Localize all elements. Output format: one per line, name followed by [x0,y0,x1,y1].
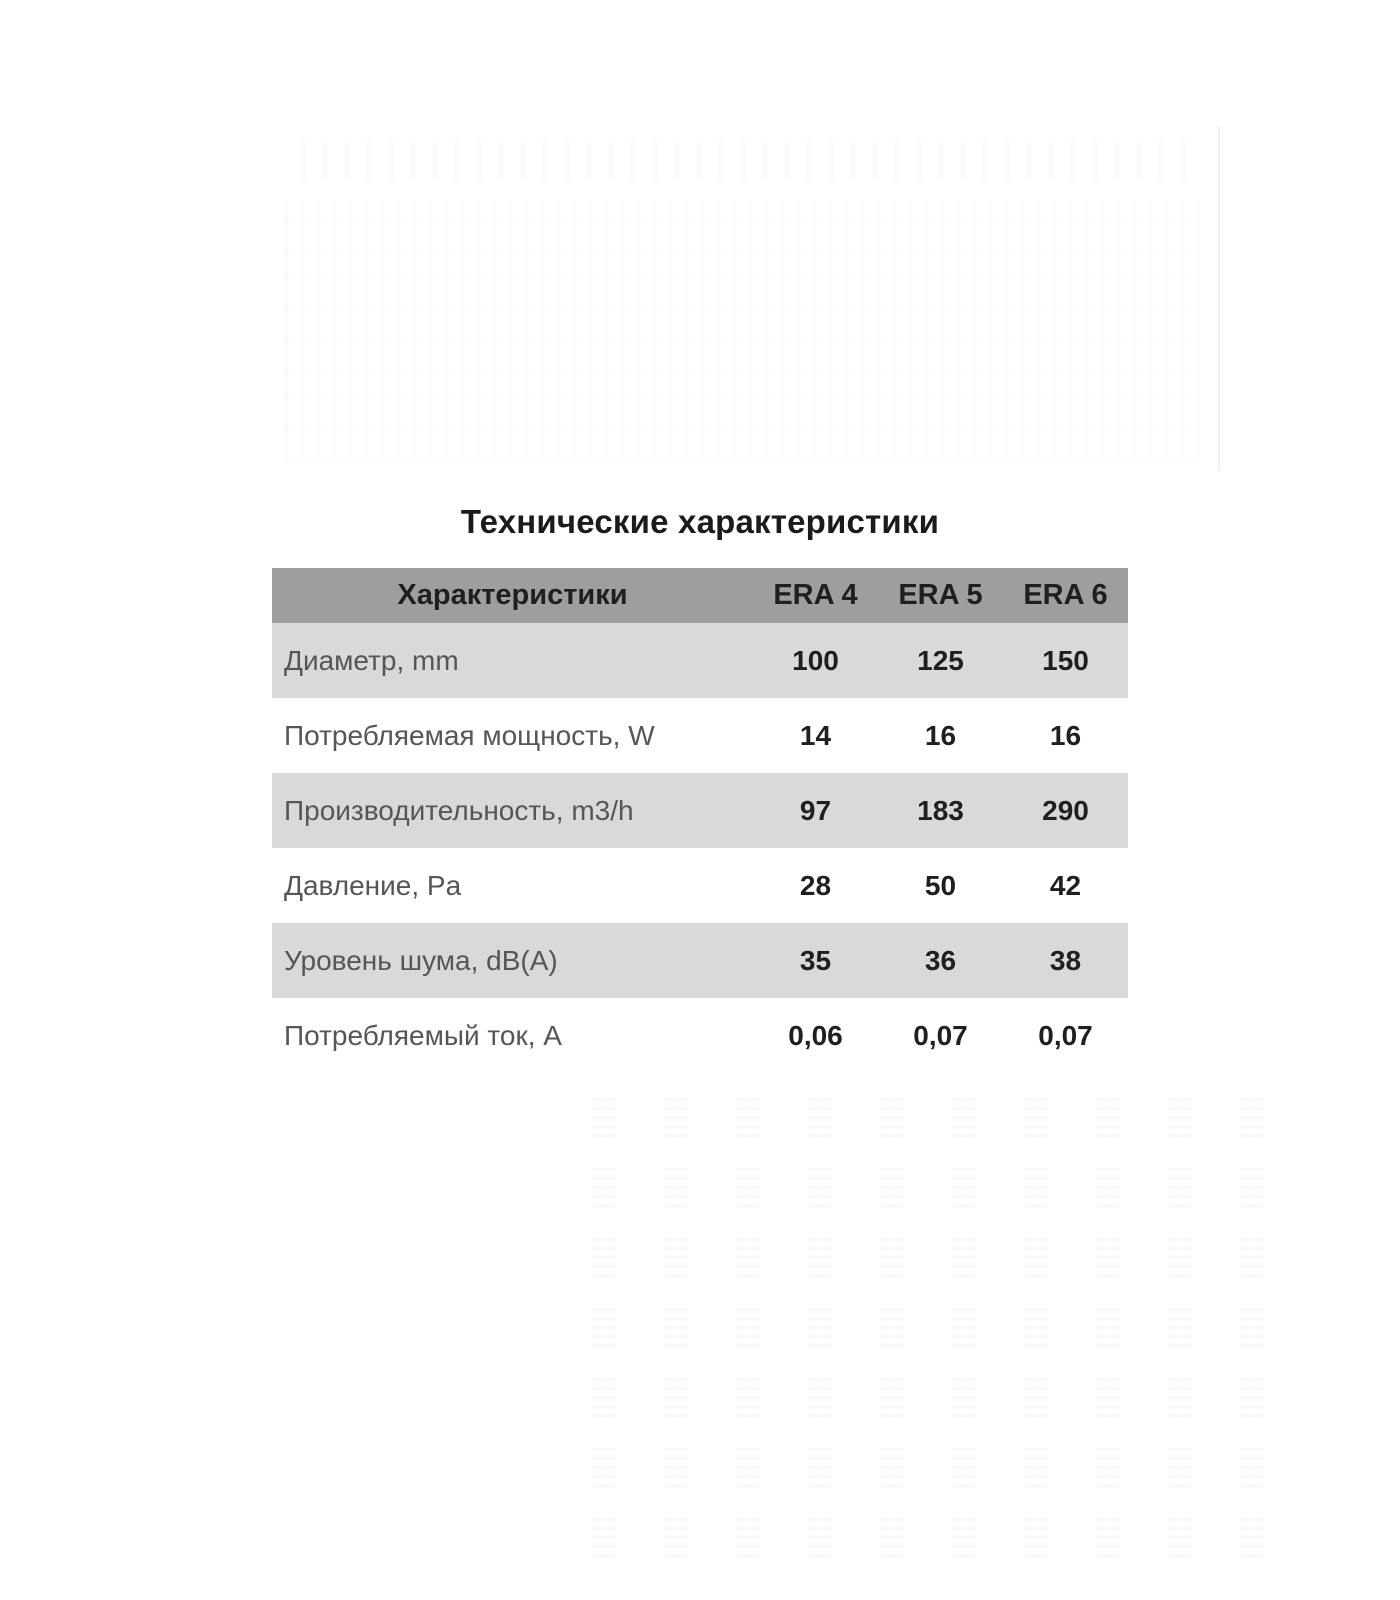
watermark-tile [736,1235,760,1278]
watermark-tile [736,1515,760,1558]
faint-print-artifact-band [300,142,1200,180]
faint-print-artifact-region [285,200,1200,460]
watermark-tile [1096,1095,1120,1138]
table-row [272,998,1128,1073]
watermark-tile [1096,1235,1120,1278]
table-body [272,623,1128,1073]
row-label: Производительность, m3/h [284,794,634,826]
watermark-tile [1024,1515,1048,1558]
watermark-tile [952,1515,976,1558]
watermark-tile [664,1375,688,1418]
watermark-tile [736,1165,760,1208]
column-header-era4: ERA 4 [773,579,858,611]
watermark-tile [1024,1235,1048,1278]
spec-table [272,568,1128,1073]
watermark-tile [736,1375,760,1418]
watermark-tile [1096,1515,1120,1558]
watermark-tile [592,1095,616,1138]
column-header-era5: ERA 5 [898,579,983,611]
row-label: Потребляемый ток, A [284,1019,562,1051]
row-value-era4: 28 [799,869,832,901]
watermark-tile [592,1375,616,1418]
watermark-tile [880,1515,904,1558]
watermark-tile [664,1095,688,1138]
watermark-tile [736,1095,760,1138]
row-label: Давление, Pa [284,869,462,901]
watermark-tile [952,1165,976,1208]
watermark-tile [1024,1305,1048,1348]
row-value-era4: 97 [799,794,832,826]
row-value-era4: 35 [799,944,832,976]
watermark-tile [664,1515,688,1558]
table-row [272,623,1128,698]
row-label: Уровень шума, dB(A) [284,944,558,976]
watermark-tile [880,1165,904,1208]
watermark-tile [1168,1165,1192,1208]
watermark-tile [952,1235,976,1278]
watermark-tile [1240,1375,1264,1418]
watermark-tile [592,1515,616,1558]
row-value-era6: 150 [1042,644,1089,676]
watermark-tile [808,1235,832,1278]
watermark-tile [952,1095,976,1138]
watermark-tile [664,1445,688,1488]
row-value-era5: 36 [924,944,957,976]
watermark-tile [880,1235,904,1278]
table-row [272,923,1128,998]
watermark-tile [1240,1445,1264,1488]
watermark-tile [1168,1515,1192,1558]
watermark-tile [808,1095,832,1138]
watermark-tile [592,1235,616,1278]
column-header-characteristics: Характеристики [397,579,628,611]
watermark-tile [808,1515,832,1558]
row-value-era6: 16 [1049,719,1082,751]
watermark-tile [1240,1235,1264,1278]
row-value-era6: 42 [1049,869,1082,901]
row-value-era5: 16 [924,719,957,751]
watermark-tile [808,1375,832,1418]
row-value-era4: 100 [792,644,839,676]
watermark-tile [1096,1305,1120,1348]
watermark-tile [1024,1095,1048,1138]
row-value-era6: 290 [1042,794,1089,826]
watermark-tile [592,1305,616,1348]
watermark-tile [1024,1445,1048,1488]
watermark-tile [952,1445,976,1488]
watermark-tile [1240,1095,1264,1138]
row-label: Потребляемая мощность, W [284,719,655,751]
watermark-tile [592,1445,616,1488]
faint-watermark-grid [592,1095,1312,1575]
watermark-tile [952,1375,976,1418]
watermark-tile [880,1095,904,1138]
watermark-tile [1096,1445,1120,1488]
table-row [272,848,1128,923]
page-title: Технические характеристики [460,503,940,540]
watermark-tile [664,1305,688,1348]
row-label: Диаметр, mm [284,644,459,676]
watermark-tile [1240,1305,1264,1348]
table-header-row [272,568,1128,623]
watermark-tile [808,1165,832,1208]
table-row [272,773,1128,848]
watermark-tile [880,1445,904,1488]
watermark-tile [1168,1445,1192,1488]
watermark-tile [664,1235,688,1278]
watermark-tile [808,1445,832,1488]
watermark-tile [1168,1375,1192,1418]
watermark-tile [1240,1515,1264,1558]
row-value-era6: 0,07 [1038,1019,1093,1051]
watermark-tile [808,1305,832,1348]
watermark-tile [1096,1375,1120,1418]
watermark-tile [1024,1375,1048,1418]
row-value-era5: 125 [917,644,964,676]
row-value-era5: 50 [924,869,957,901]
watermark-tile [1168,1235,1192,1278]
watermark-tile [1240,1165,1264,1208]
column-header-era6: ERA 6 [1023,579,1108,611]
watermark-tile [736,1445,760,1488]
row-value-era5: 0,07 [913,1019,968,1051]
table-row [272,698,1128,773]
row-value-era4: 14 [799,719,832,751]
watermark-tile [880,1305,904,1348]
watermark-tile [880,1375,904,1418]
watermark-tile [1168,1095,1192,1138]
watermark-tile [592,1165,616,1208]
watermark-tile [736,1305,760,1348]
watermark-tile [664,1165,688,1208]
watermark-tile [1096,1165,1120,1208]
watermark-tile [1024,1165,1048,1208]
row-value-era4: 0,06 [788,1019,843,1051]
row-value-era6: 38 [1049,944,1082,976]
watermark-tile [952,1305,976,1348]
watermark-tile [1168,1305,1192,1348]
row-value-era5: 183 [917,794,964,826]
faint-vertical-line-artifact [1218,126,1220,471]
